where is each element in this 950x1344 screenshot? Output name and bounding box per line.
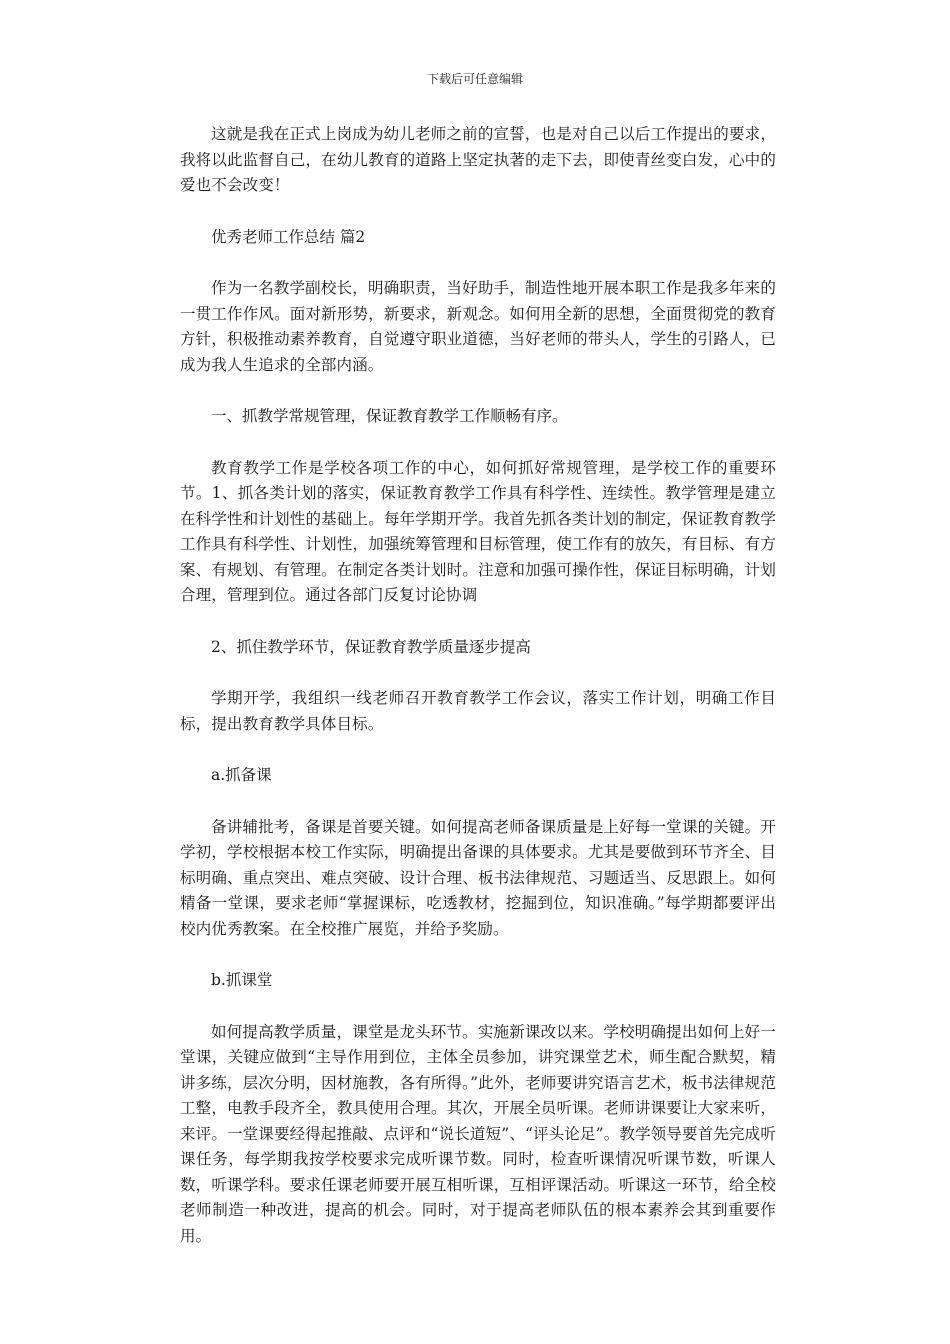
paragraph-intro: 作为一名教学副校长，明确职责，当好助手，制造性地开展本职工作是我多年来的一贯工作作风。面对新形势，新要求，新观念。如何用全新的思想，全面贯彻党的教育方针，积极推动素养教育，自觉遵守职业道德，当好老师的带头人，学生的引路人，已成为我人生追求的全部内涵。 [180,279,776,374]
paragraph-semester-start: 学期开学，我组织一线老师召开教育教学工作会议，落实工作计划，明确工作目标，提出教育教学具体目标。 [180,689,776,733]
document-body [180,122,776,1275]
subheading-lesson-prep: a.抓备课 [211,766,272,784]
paragraph-lesson-prep: 备讲辅批考，备课是首要关键。如何提高老师备课质量是上好每一堂课的关键。开学初，学校根据本校工作实际，明确提出备课的具体要求。尤其是要做到环节齐全、目标明确、重点突出、难点突破、设计合理、板书法律规范、习题适当、反思跟上。如何精备一堂课，要求老师“掌握课标，吃透教材，挖掘到位，知识准确。”每学期都要评出校内优秀教案。在全校推广展览，并给予奖励。 [180,817,776,938]
paragraph-classroom: 如何提高教学质量，课堂是龙头环节。实施新课改以来。学校明确提出如何上好一堂课，关键应做到“主导作用到位，主体全员参加，讲究课堂艺术，师生配合默契，精讲多练，层次分明，因材施教，各有所得。”此外，老师要讲究语言艺术，板书法律规范工整，电教手段齐全，教具使用合理。其次，开展全员听课。老师讲课要让大家来听，来评。一堂课要经得起推敲、点评和“说长道短”、“评头论足”。教学领导要首先完成听课任务，每学期我按学校要求完成听课节数。同时，检查听课情况听课节数，听课人数，听课学科。要求任课老师要开展互相听课，互相评课活动。听课这一环节，给全校老师制造一种改进，提高的机会。同时，对于提高老师队伍的根本素养会其到重要作用。 [180,1022,776,1245]
subheading-teaching-links: 2、抓住教学环节，保证教育教学质量逐步提高 [211,637,531,656]
paragraph-routine-management: 教育教学工作是学校各项工作的中心，如何抓好常规管理，是学校工作的重要环节。1、抓各类计划的落实，保证教育教学工作具有科学性、连续性。教学管理是建立在科学性和计划性的基础上。每年学期开学。我首先抓各类计划的制定，保证教育教学工作具有科学性、计划性，加强统筹管理和目标管理，使工作有的放矢，有目标、有方案、有规划、有管理。在制定各类计划时。注意和加强可操作性，保证目标明确，计划合理，管理到位。通过各部门反复讨论协调 [180,458,776,604]
section-title: 优秀老师工作总结 篇2 [211,227,366,246]
paragraph-oath: 这就是我在正式上岗成为幼儿老师之前的宣誓，也是对自己以后工作提出的要求，我将以此监督自己，在幼儿教育的道路上坚定执著的走下去，即使青丝变白发，心中的爱也不会改变！ [180,125,776,194]
subheading-routine-management: 一、抓教学常规管理，保证教育教学工作顺畅有序。 [211,407,568,425]
page-header: 下载后可任意编辑 [426,72,523,86]
subheading-classroom: b.抓课堂 [211,971,273,989]
